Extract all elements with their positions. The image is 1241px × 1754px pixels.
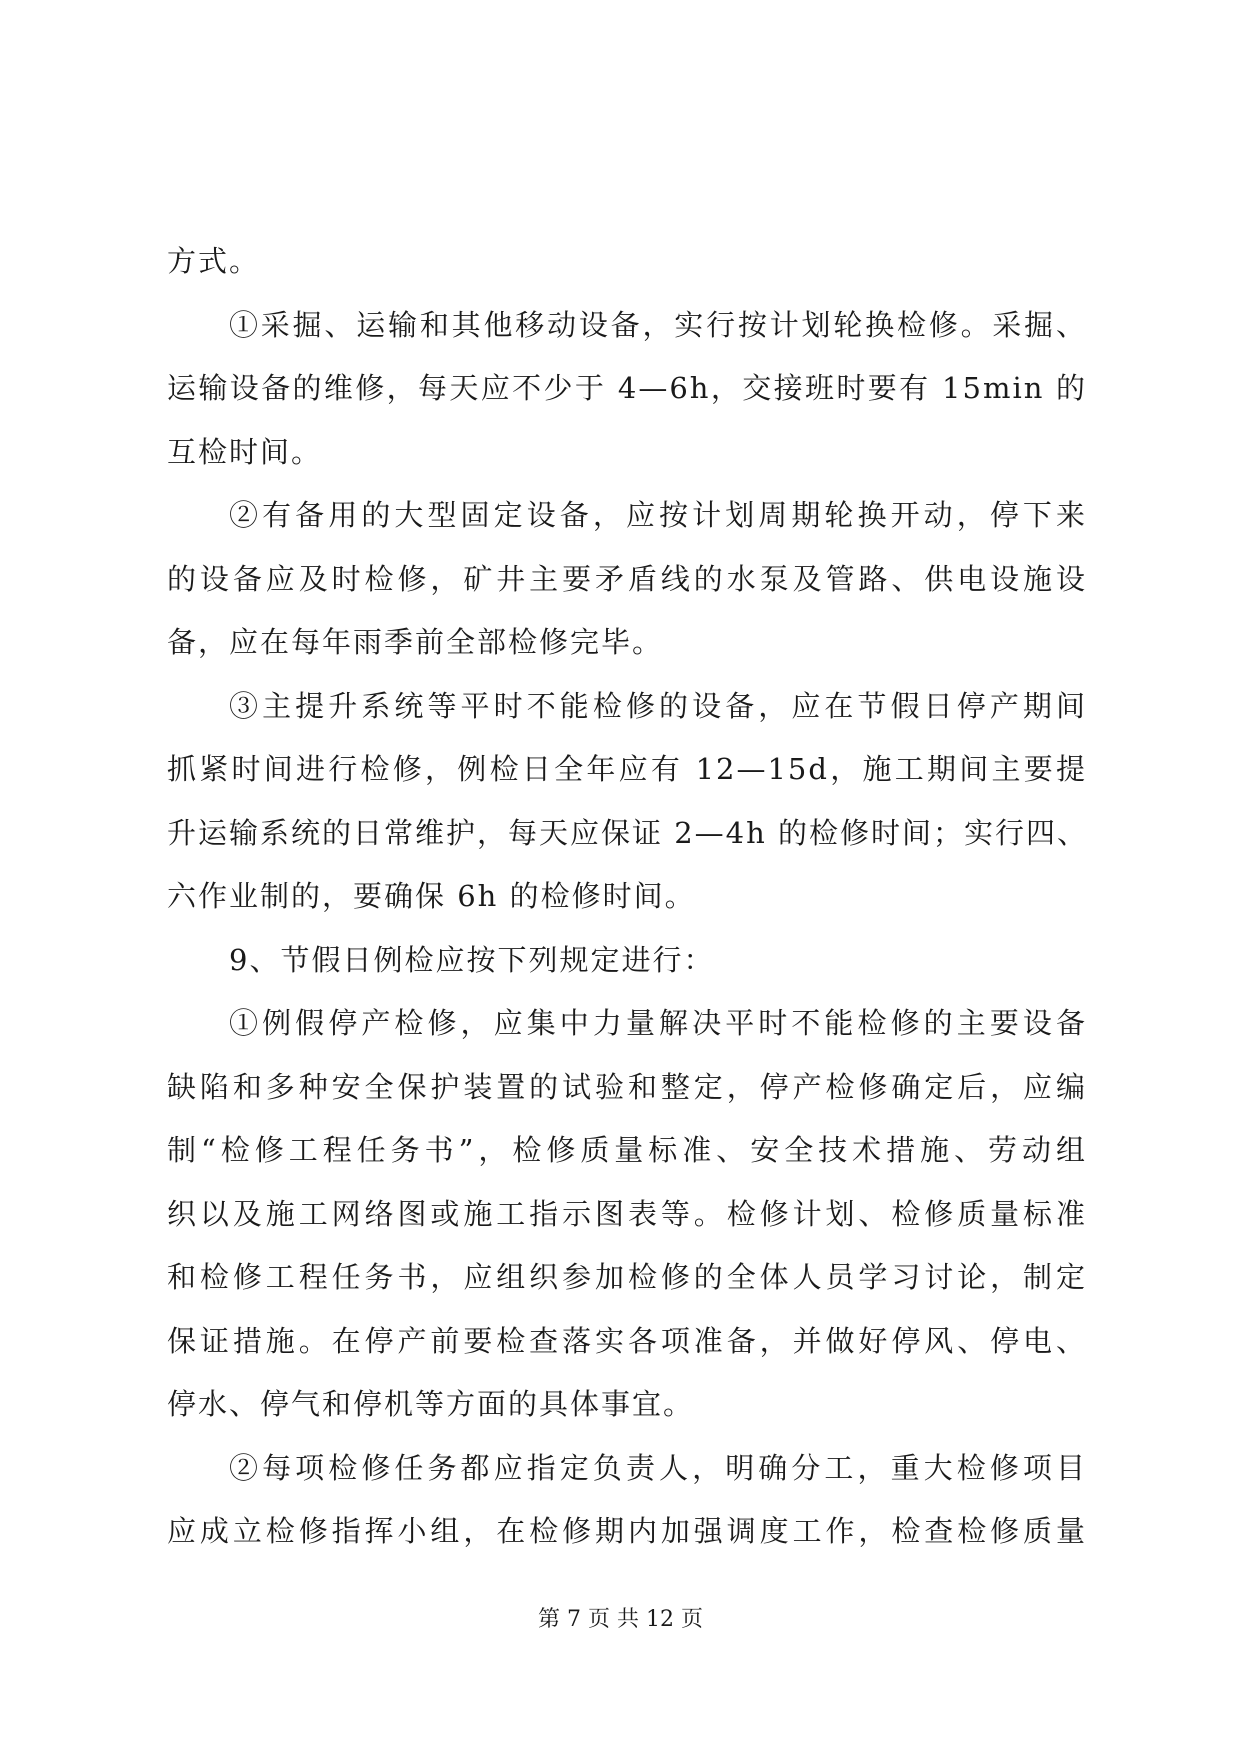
text-line: 织以及施工网络图或施工指示图表等。检修计划、检修质量标准: [167, 1196, 1087, 1231]
text-line: 9、节假日例检应按下列规定进行：: [229, 942, 715, 977]
document-body: [167, 230, 1087, 1564]
text-line: 升运输系统的日常维护，每天应保证 2—4h 的检修时间；实行四、: [167, 815, 1089, 850]
text-line: 制“检修工程任务书”，检修质量标准、安全技术措施、劳动组: [167, 1133, 1087, 1167]
text-line: 六作业制的，要确保 6h 的检修时间。: [167, 879, 696, 913]
text-line: ①采掘、运输和其他移动设备，实行按计划轮换检修。采掘、: [229, 307, 1087, 342]
text-line: 互检时间。: [167, 434, 323, 469]
text-line: 备，应在每年雨季前全部检修完毕。: [167, 625, 664, 659]
text-line: 停水、停气和停机等方面的具体事宜。: [167, 1387, 695, 1421]
text-line: 运输设备的维修，每天应不少于 4—6h，交接班时要有 15min 的: [167, 371, 1087, 405]
text-line: ②有备用的大型固定设备，应按计划周期轮换开动，停下来: [229, 498, 1087, 532]
text-line: ②每项检修任务都应指定负责人，明确分工，重大检修项目: [229, 1450, 1087, 1485]
text-line: ①例假停产检修，应集中力量解决平时不能检修的主要设备: [229, 1006, 1087, 1040]
page-number-footer: 第 7 页 共 12 页: [538, 1607, 703, 1632]
text-line: 抓紧时间进行检修，例检日全年应有 12—15d，施工期间主要提: [167, 752, 1087, 786]
text-line: 应成立检修指挥小组，在检修期内加强调度工作，检查检修质量: [167, 1514, 1087, 1548]
text-line: 的设备应及时检修，矿井主要矛盾线的水泵及管路、供电设施设: [167, 561, 1087, 596]
text-line: 方式。: [167, 244, 261, 278]
text-line: 保证措施。在停产前要检查落实各项准备，并做好停风、停电、: [167, 1323, 1087, 1358]
text-line: ③主提升系统等平时不能检修的设备，应在节假日停产期间: [229, 688, 1087, 723]
text-line: 和检修工程任务书，应组织参加检修的全体人员学习讨论，制定: [167, 1260, 1087, 1294]
text-line: 缺陷和多种安全保护装置的试验和整定，停产检修确定后，应编: [167, 1069, 1087, 1104]
